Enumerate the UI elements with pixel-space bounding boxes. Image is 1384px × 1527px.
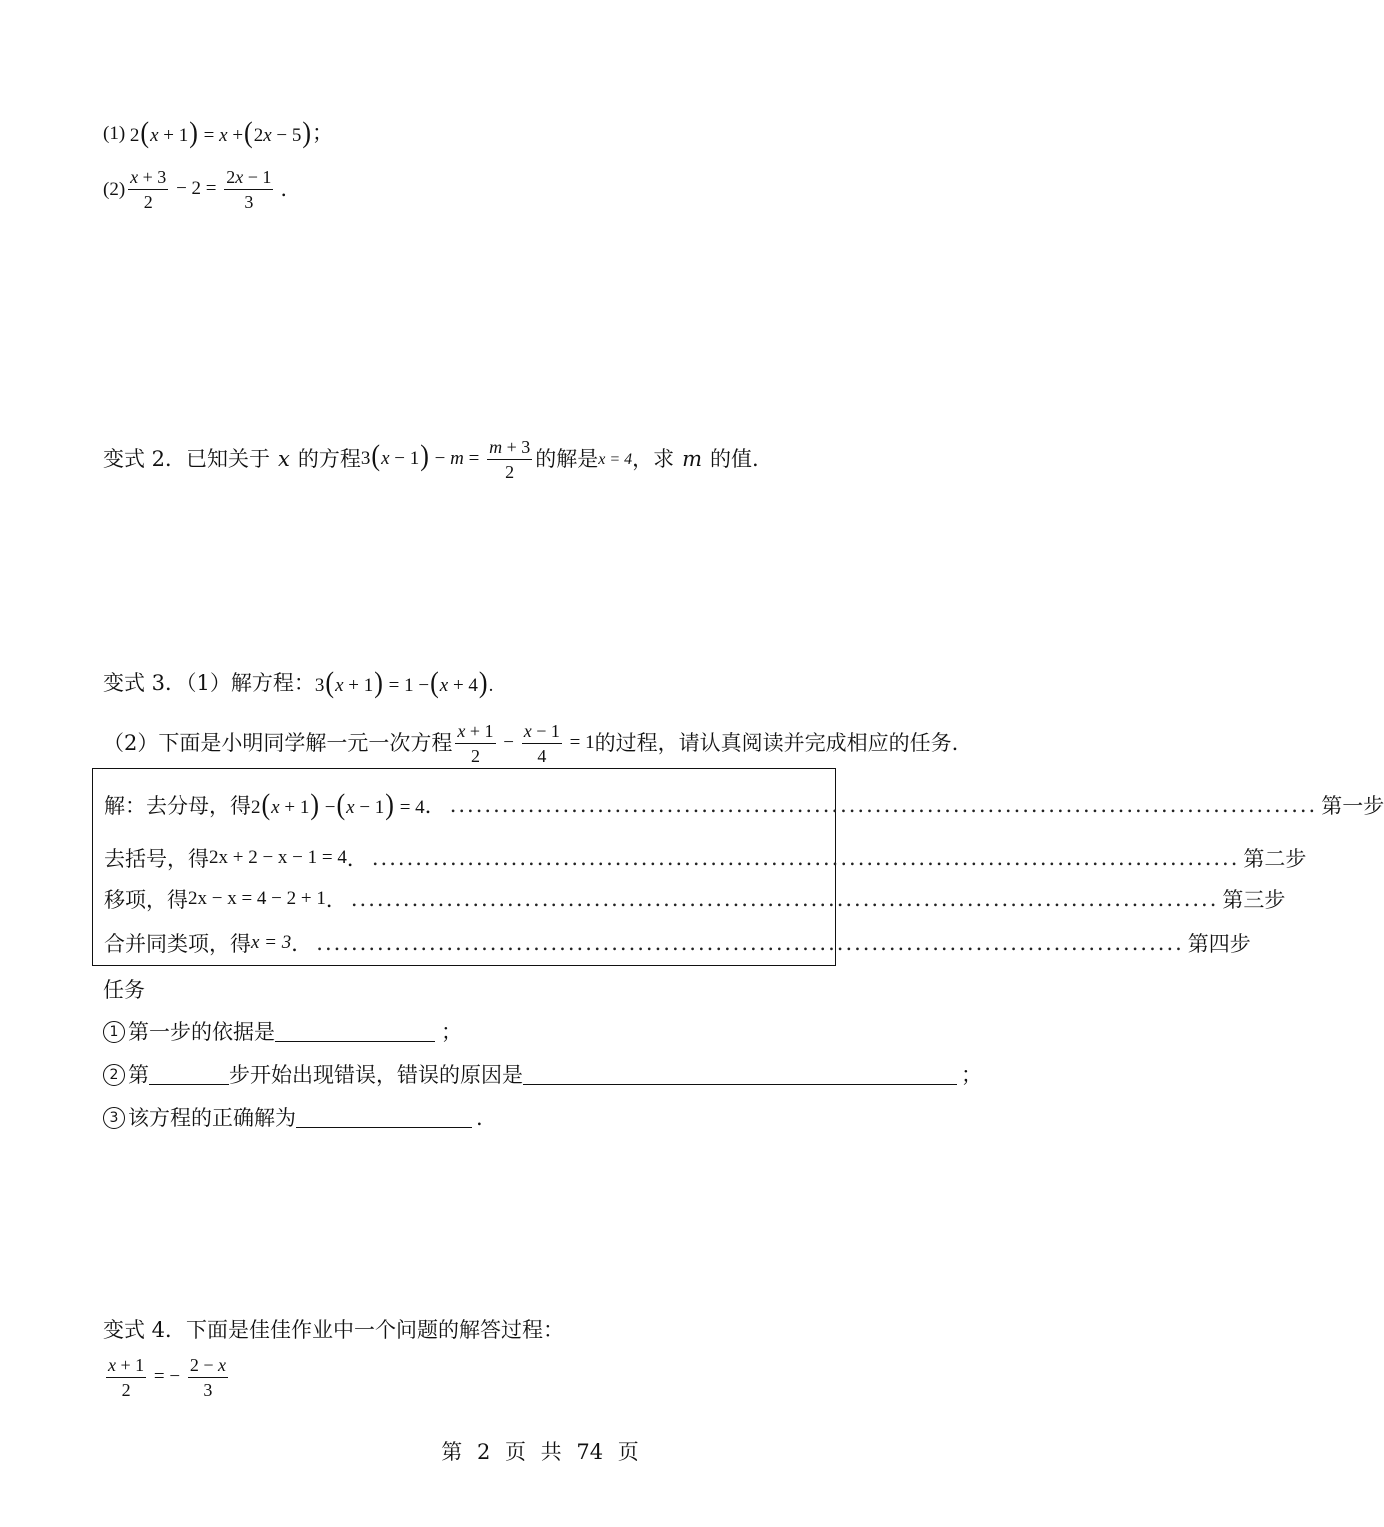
step-3-label: 第三步 (1222, 888, 1286, 912)
equation-1 (103, 115, 334, 150)
variant-2-prefix: 变式 2．已知关于 (103, 447, 271, 471)
step-3-leader-dots: .................................................................................................... (350, 887, 1219, 911)
task-1-number-icon: 1 (103, 1021, 125, 1043)
variant-2-equation: 3(x − 1) − m = $\frac{m + 3}{2}$ (360, 437, 531, 482)
step-4-leader-dots: .................................................................................................... (316, 931, 1184, 955)
task-2-end: ； (961, 1062, 982, 1087)
variant-2 (103, 438, 759, 481)
variant-3-part-2-prefix: （2）下面是小明同学解一元一次方程 (103, 731, 453, 755)
equation-2-label: (2) (103, 179, 126, 200)
step-4-label: 第四步 (1187, 932, 1251, 956)
task-2-step-blank[interactable] (149, 1066, 229, 1085)
step-1-leader-dots: .................................................................................................... (449, 793, 1318, 817)
task-2-text-a: 第 (128, 1062, 149, 1087)
variant-2-m: m (682, 447, 703, 471)
tasks-title: 任务 (103, 978, 145, 1002)
variant-4: 变式 4．下面是佳佳作业中一个问题的解答过程： (103, 1318, 565, 1342)
variant-2-mid: 的方程 (297, 447, 361, 471)
step-1-prefix: 解：去分母，得 (104, 794, 251, 818)
variant-2-solution: x = 4 (598, 450, 633, 468)
variant-3-part-2 (103, 722, 958, 765)
step-2-label: 第二步 (1243, 847, 1307, 871)
task-1-answer-blank[interactable] (275, 1023, 435, 1042)
step-2-math: 2x + 2 − x − 1 = 4 (209, 847, 347, 868)
solution-step-3: 移项，得 2x − x = 4 − 2 + 1 ． .................................................................................................... 第三步 (104, 884, 826, 914)
step-2-leader-dots: .................................................................................................... (371, 846, 1240, 870)
solution-step-4: 合并同类项，得 x = 3 ． .................................................................................................... 第四步 (104, 928, 826, 958)
step-4-math: x = 3 (251, 932, 292, 953)
equation-1-math: 2(x + 1) = x +(2x − 5) (125, 115, 312, 150)
task-3 (103, 1107, 483, 1129)
task-3-text: 该方程的正确解为 (128, 1105, 296, 1130)
task-2-number-icon: 2 (103, 1064, 125, 1086)
variant-4-equation: $\frac{x + 1}{2}$ = − $\frac{2 - x}{3}$ (108, 1355, 226, 1400)
task-3-number-icon: 3 (103, 1107, 125, 1129)
solution-step-2: 去括号，得 2x + 2 − x − 1 = 4 ． .................................................................................................... 第二步 (104, 843, 826, 873)
step-2-prefix: 去括号，得 (104, 847, 209, 871)
variant-2-tail1: ，求 (632, 447, 675, 471)
task-3-answer-blank[interactable] (296, 1109, 472, 1128)
step-3-prefix: 移项，得 (104, 888, 188, 912)
variant-2-after: 的解是 (535, 447, 599, 471)
variant-3-part-1 (103, 665, 494, 700)
task-1-end: ； (441, 1019, 462, 1044)
equation-2-math: $\frac{x + 3}{2}$ − 2 = $\frac{2x - 1}{3}$ (130, 167, 272, 212)
task-2 (103, 1064, 982, 1086)
task-1 (103, 1021, 462, 1043)
task-2-reason-blank[interactable] (523, 1066, 957, 1085)
equation-1-label: (1) (103, 122, 126, 144)
variant-3-prefix: 变式 3．（1）解方程： (103, 670, 315, 695)
step-1-label: 第一步 (1321, 794, 1384, 818)
equation-1-punct: ； (312, 120, 334, 145)
task-3-end: . (476, 1105, 483, 1130)
variant-2-tail2: 的值. (710, 447, 759, 471)
variant-3-part-2-suffix: 的过程，请认真阅读并完成相应的任务. (594, 731, 959, 755)
step-1-math: 2(x + 1) −(x − 1) = 4 (251, 787, 425, 821)
task-2-text-b: 步开始出现错误，错误的原因是 (229, 1062, 523, 1087)
solution-step-1: 解：去分母，得 2(x + 1) −(x − 1) = 4 ． .................................................................................................... 第一步 (104, 787, 1384, 821)
variant-3-equation: 3(x + 1) = 1 −(x + 4). (314, 665, 494, 700)
equation-2-punct: . (280, 177, 288, 201)
equation-2 (103, 168, 287, 211)
step-3-math: 2x − x = 4 − 2 + 1 (188, 888, 326, 909)
page-footer: 第 2 页 共 74 页 (441, 1440, 639, 1464)
step-4-prefix: 合并同类项，得 (104, 932, 251, 956)
task-1-text: 第一步的依据是 (128, 1019, 275, 1044)
variant-3-part-2-equation: $\frac{x + 1}{2}$ − $\frac{x - 1}{4}$ = 1 (457, 721, 595, 766)
variant-2-x: x (278, 447, 290, 471)
